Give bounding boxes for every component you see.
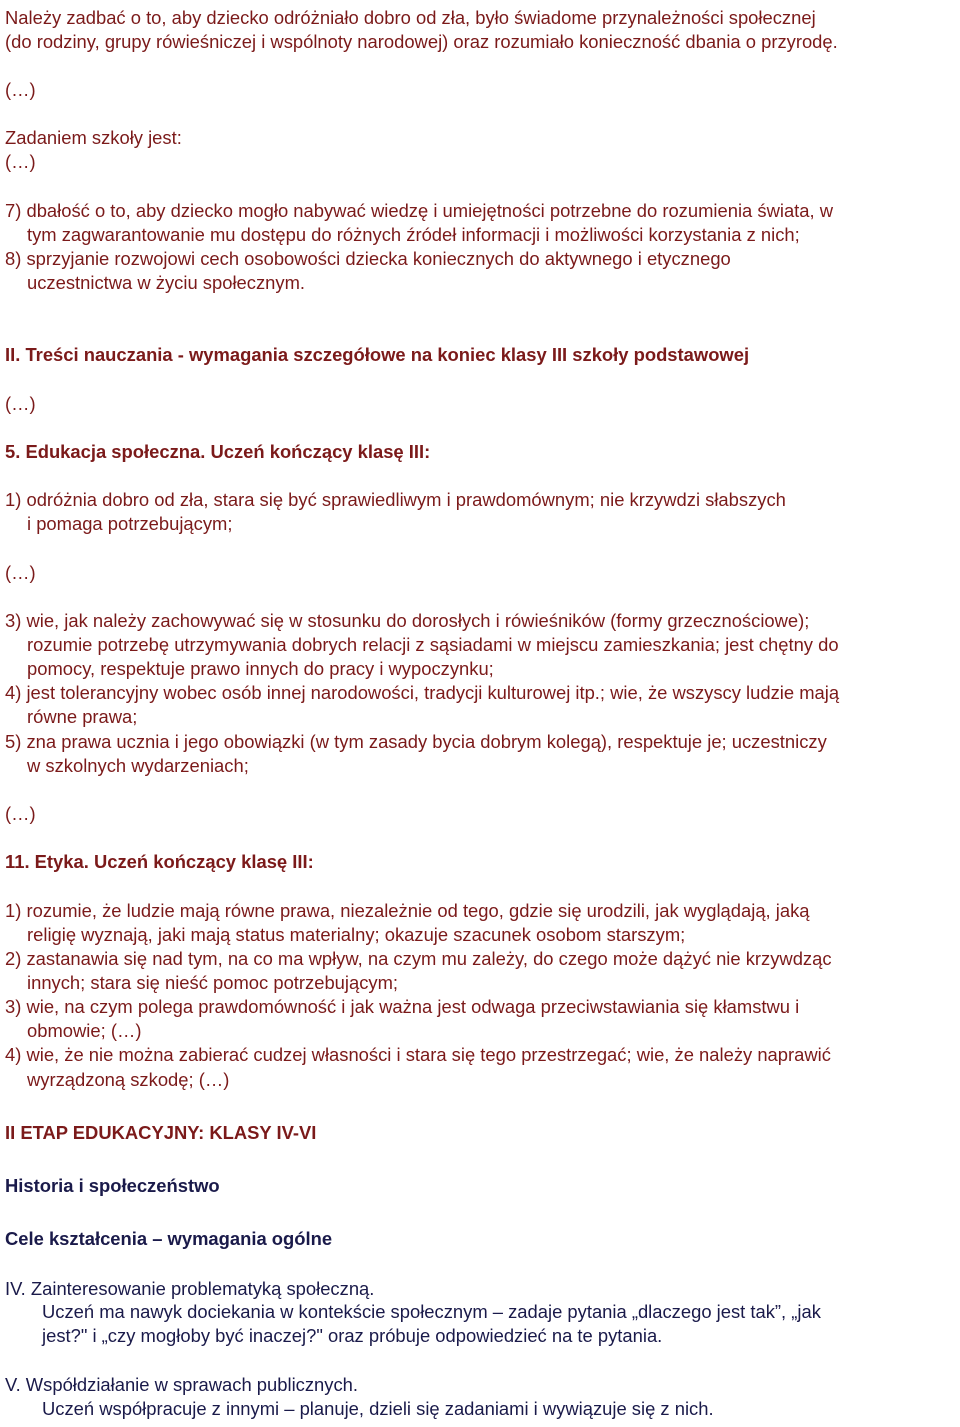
item-7-line-1: 7) dbałość o to, aby dziecko mogło nabywać wiedzę i umiejętności potrzebne do rozumienia świata, w: [5, 200, 834, 221]
ellipsis: (…): [5, 562, 36, 583]
ethics-item-4-line-2: wyrządzoną szkodę; (…): [27, 1069, 230, 1090]
item-7-line-2: tym zagwarantowanie mu dostępu do różnych źródeł informacji i możliwości korzystania z nich;: [27, 224, 800, 245]
ellipsis: (…): [5, 803, 36, 824]
social-item-1-line-2: i pomaga potrzebującym;: [27, 513, 233, 534]
ethics-item-2-line-2: innych; stara się nieść pomoc potrzebującym;: [27, 972, 399, 993]
social-item-4-line-1: 4) jest tolerancyjny wobec osób innej narodowości, tradycji kulturowej itp.; wie, że wszyscy ludzie mają: [5, 682, 840, 703]
goal-4-line-1: Uczeń ma nawyk dociekania w kontekście społecznym – zadaje pytania „dlaczego jest tak”, „jak: [42, 1301, 821, 1322]
goal-4-line-2: jest?" i „czy mogłoby być inaczej?" oraz próbuje odpowiedzieć na te pytania.: [42, 1325, 663, 1346]
goal-4-title: IV. Zainteresowanie problematyką społeczną.: [5, 1278, 375, 1299]
ethics-item-4-line-1: 4) wie, że nie można zabierać cudzej własności i stara się tego przestrzegać; wie, że należy naprawić: [5, 1044, 831, 1065]
social-item-4-line-2: równe prawa;: [27, 706, 138, 727]
goal-5-title: V. Współdziałanie w sprawach publicznych.: [5, 1374, 359, 1395]
school-task-label: Zadaniem szkoły jest:: [5, 127, 182, 148]
item-8-line-1: 8) sprzyjanie rozwojowi cech osobowości dziecka koniecznych do aktywnego i etycznego: [5, 248, 731, 269]
social-item-5-line-2: w szkolnych wydarzeniach;: [27, 755, 249, 776]
social-item-3-line-3: pomocy, respektuje prawo innych do pracy i wypoczynku;: [27, 658, 494, 679]
ethics-item-1-line-1: 1) rozumie, że ludzie mają równe prawa, niezależnie od tego, gdzie się urodzili, jak wyglądają, jaką: [5, 900, 810, 921]
ethics-heading: 11. Etyka. Uczeń kończący klasę III:: [5, 851, 314, 872]
ethics-item-3-line-2: obmowie; (…): [27, 1020, 142, 1041]
section-2-heading: II. Treści nauczania - wymagania szczegółowe na koniec klasy III szkoły podstawowej: [5, 344, 750, 365]
subject-heading: Historia i społeczeństwo: [5, 1175, 220, 1196]
ellipsis: (…): [5, 151, 36, 172]
social-item-3-line-2: rozumie potrzebę utrzymywania dobrych relacji z sąsiadami w miejscu zamieszkania; jest chętny do: [27, 634, 839, 655]
ethics-item-3-line-1: 3) wie, na czym polega prawdomówność i jak ważna jest odwaga przeciwstawiania się kłamstwu i: [5, 996, 800, 1017]
goals-heading: Cele kształcenia – wymagania ogólne: [5, 1228, 333, 1249]
social-item-1-line-1: 1) odróżnia dobro od zła, stara się być sprawiedliwym i prawdomównym; nie krzywdzi słabszych: [5, 489, 786, 510]
social-item-5-line-1: 5) zna prawa ucznia i jego obowiązki (w tym zasady bycia dobrym kolegą), respektuje je; uczestniczy: [5, 731, 827, 752]
ellipsis: (…): [5, 79, 36, 100]
ethics-item-1-line-2: religię wyznają, jaki mają status materialny; okazuje szacunek osobom starszym;: [27, 924, 686, 945]
ethics-item-2-line-1: 2) zastanawia się nad tym, na co ma wpływ, na czym mu zależy, do czego może dążyć nie krzywdząc: [5, 948, 832, 969]
stage-2-heading: II ETAP EDUKACYJNY: KLASY IV-VI: [5, 1122, 317, 1143]
intro-line-2: (do rodziny, grupy rówieśniczej i wspólnoty narodowej) oraz rozumiało konieczność dbania o przyrodę.: [5, 31, 838, 52]
social-education-heading: 5. Edukacja społeczna. Uczeń kończący klasę III:: [5, 441, 431, 462]
item-8-line-2: uczestnictwa w życiu społecznym.: [27, 272, 305, 293]
ellipsis: (…): [5, 393, 36, 414]
social-item-3-line-1: 3) wie, jak należy zachowywać się w stosunku do dorosłych i rówieśników (formy grzecznościowe);: [5, 610, 810, 631]
intro-line-1: Należy zadbać o to, aby dziecko odróżniało dobro od zła, było świadome przynależności społecznej: [5, 7, 816, 28]
goal-5-line-1: Uczeń współpracuje z innymi – planuje, dzieli się zadaniami i wywiązuje się z nich.: [42, 1398, 714, 1419]
